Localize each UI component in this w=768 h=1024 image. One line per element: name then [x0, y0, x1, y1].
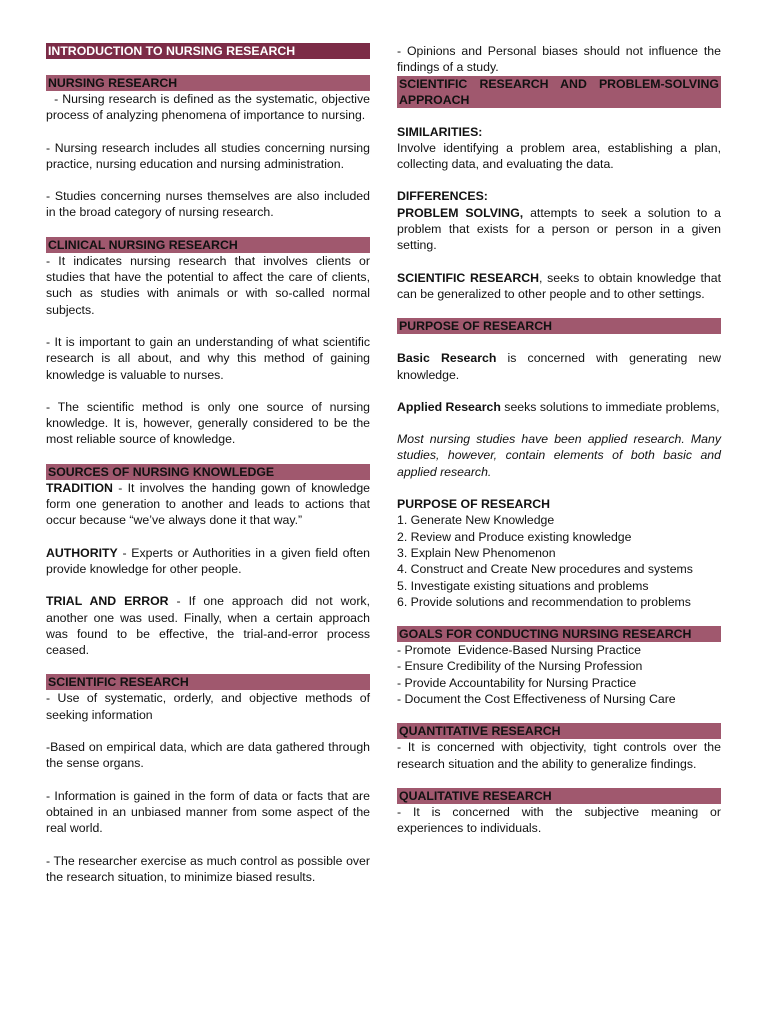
authority-text: - Experts or Authorities in a given field often provide knowledge for other people. [46, 545, 370, 576]
clinical-heading: CLINICAL NURSING RESEARCH [46, 237, 370, 253]
clinical-paragraph-1: - It indicates nursing research that involves clients or studies that have the potential to affect the care of clients, such as studies with animals or with so-called normal subjects. [46, 253, 370, 317]
applied-research-paragraph [397, 399, 721, 415]
qualitative-heading: QUALITATIVE RESEARCH [397, 788, 721, 804]
qualitative-text: - It is concerned with the subjective meaning or experiences to individuals. [397, 804, 721, 836]
list-item: - Provide Accountability for Nursing Practice [397, 675, 637, 690]
goals-heading: GOALS FOR CONDUCTING NURSING RESEARCH [397, 626, 721, 642]
tradition-term: TRADITION [46, 480, 113, 495]
tradition-paragraph [46, 480, 370, 529]
scientific-paragraph-4: - The researcher exercise as much control as possible over the research situation, to minimize biased results. [46, 853, 370, 884]
clinical-paragraph-2: - It is important to gain an understanding of what scientific research is all about, and why this method of gaining knowledge is valuable to nurses. [46, 334, 370, 382]
scientific-paragraph-2: -Based on empirical data, which are data gathered through the sense organs. [46, 740, 370, 771]
scientific-research-paragraph [397, 270, 721, 303]
list-item: 6. Provide solutions and recommendation to problems [397, 594, 691, 609]
applied-research-text: seeks solutions to immediate problems, [500, 399, 720, 414]
authority-paragraph [46, 545, 370, 578]
sources-heading: SOURCES OF NURSING KNOWLEDGE [46, 464, 370, 480]
similarities-term: SIMILARITIES: [397, 124, 483, 139]
differences-term: DIFFERENCES: [397, 189, 488, 204]
quantitative-text: - It is concerned with objectivity, tight controls over the research situation and the ability to generalize findings. [397, 740, 721, 771]
intro-heading: INTRODUCTION TO NURSING RESEARCH [46, 43, 370, 59]
authority-term: AUTHORITY [46, 545, 118, 560]
clinical-paragraph-3: - The scientific method is only one source of nursing knowledge. It is, however, generally considered to be the most reliable source of knowledge. [46, 399, 370, 447]
purpose-list [397, 512, 721, 610]
nursing-research-paragraph-1: - Nursing research is defined as the systematic, objective process of analyzing phenomena of importance to nursing. [46, 92, 374, 123]
problem-solving-paragraph [397, 205, 721, 254]
right-column [397, 43, 721, 837]
list-item: 1. Generate New Knowledge [397, 513, 555, 528]
sci-ps-heading: SCIENTIFIC RESEARCH AND PROBLEM-SOLVING APPROACH [399, 76, 719, 107]
italic-note: Most nursing studies have been applied research. Many studies, however, contain elements of both basic and applied research. [397, 432, 721, 479]
list-item: 3. Explain New Phenomenon [397, 545, 556, 560]
nursing-research-paragraph-3: - Studies concerning nurses themselves are also included in the broad category of nursing research. [46, 189, 370, 220]
purpose-list-title: PURPOSE OF RESEARCH [397, 497, 551, 512]
left-column [46, 43, 374, 885]
applied-research-term: Applied Research [397, 399, 501, 414]
trial-term: TRIAL AND ERROR [46, 594, 169, 609]
problem-solving-text: attempts to seek a solution to a problem that exists for a person or person in a given setting. [397, 205, 721, 253]
scientific-paragraph-3: - Information is gained in the form of data or facts that are obtained in an unbiased manner from some aspect of the real world. [46, 788, 370, 836]
scientific-research-term: SCIENTIFIC RESEARCH [397, 270, 540, 285]
similarities-text: Involve identifying a problem area, establishing a plan, collecting data, and evaluating the data. [397, 140, 721, 172]
nursing-research-heading: NURSING RESEARCH [46, 75, 370, 91]
nursing-research-paragraph-2: - Nursing research includes all studies concerning nursing practice, nursing education and nursing administration. [46, 140, 370, 171]
list-item: 5. Investigate existing situations and problems [397, 578, 649, 593]
quantitative-heading: QUANTITATIVE RESEARCH [397, 723, 721, 739]
scientific-paragraph-1: - Use of systematic, orderly, and objective methods of seeking information [46, 691, 370, 722]
basic-research-term: Basic Research [397, 351, 497, 366]
basic-research-paragraph [397, 350, 721, 383]
list-item: - Promote Evidence-Based Nursing Practice [397, 643, 641, 658]
list-item: 4. Construct and Create New procedures and systems [397, 562, 693, 577]
tradition-text: - It involves the handing gown of knowledge form one generation to another and leads to actions that occur because “we’ve always done it that way.” [46, 480, 370, 528]
scientific-heading: SCIENTIFIC RESEARCH [46, 674, 370, 690]
opinions-paragraph: - Opinions and Personal biases should not influence the findings of a study. [397, 44, 721, 75]
goals-list [397, 642, 721, 707]
list-item: - Ensure Credibility of the Nursing Profession [397, 659, 643, 674]
list-item: - Document the Cost Effectiveness of Nursing Care [397, 692, 676, 707]
trial-text: - If one approach did not work, another one was used. Finally, when a certain approach was found to be effective, the trial-and-error process ceased. [46, 594, 370, 658]
basic-research-text: is concerned with generating new knowledge. [397, 351, 722, 382]
scientific-research-text: , seeks to obtain knowledge that can be generalized to other people and to other settings. [397, 270, 722, 301]
purpose-heading: PURPOSE OF RESEARCH [397, 318, 721, 334]
list-item: 2. Review and Produce existing knowledge [397, 529, 632, 544]
problem-solving-term: PROBLEM SOLVING, [397, 205, 524, 220]
trial-paragraph [46, 593, 370, 658]
